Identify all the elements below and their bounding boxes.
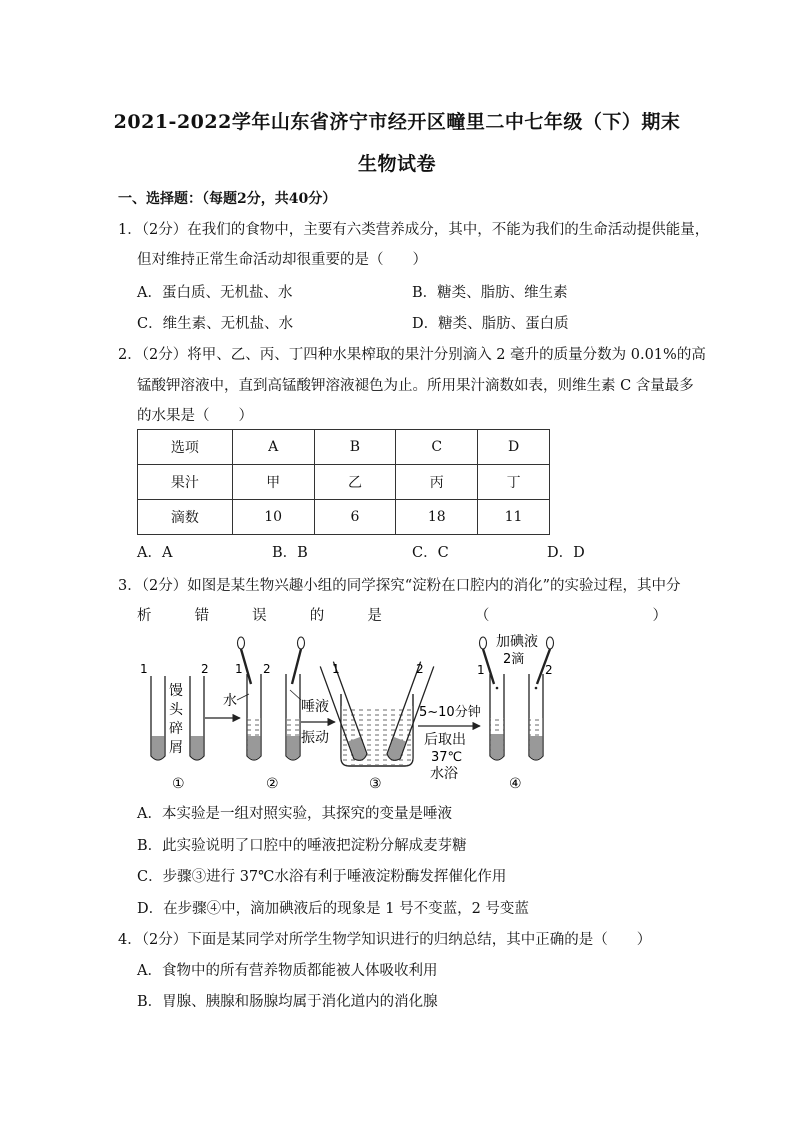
table-cell: 6 (314, 500, 396, 535)
q2-option-c: C．C (412, 545, 449, 561)
q3-option-d: D．在步骤④中，滴加碘液后的现象是 1 号不变蓝，2 号变蓝 (137, 901, 529, 917)
iodine-label: 加碘液 (496, 634, 538, 650)
q2-option-b: B．B (272, 545, 308, 561)
q1-option-c: C．维生素、无机盐、水 (137, 316, 294, 332)
q2-option-d: D．D (547, 545, 585, 561)
drops-label: 2滴 (503, 652, 525, 667)
step2-tubes (238, 637, 305, 760)
section-heading: 一、选择题：（每题2分，共40分） (118, 191, 337, 207)
tube-label-2: 2 (416, 662, 424, 676)
time-label: 5~10分钟 (419, 705, 481, 720)
table-cell: 甲 (232, 465, 314, 500)
table-row (138, 500, 550, 535)
step-number-2: ② (266, 776, 279, 792)
table-cell: 10 (232, 500, 314, 535)
bread-label: 屑 (169, 740, 183, 756)
q1-stem-line1: 1．（2分）在我们的食物中，主要有六类营养成分，其中，不能为我们的生命活动提供能量， (118, 222, 710, 238)
step3-water-bath (320, 662, 434, 766)
q2-data-table (137, 429, 550, 535)
saliva-label: 唾液 (301, 699, 329, 715)
q3-word: （ (474, 608, 490, 624)
table-cell: 乙 (314, 465, 396, 500)
tube-label-1: 1 (477, 663, 485, 677)
takeout-label: 后取出 (424, 732, 466, 748)
q3-stem-line2 (137, 604, 667, 625)
tube-label-2: 2 (545, 663, 553, 677)
water-bath-label: 水浴 (430, 766, 458, 782)
table-cell: 果汁 (138, 465, 233, 500)
q4-option-a: A．食物中的所有营养物质都能被人体吸收利用 (137, 963, 438, 979)
q3-word: 的 (309, 608, 325, 624)
tube-label-1: 1 (332, 662, 340, 676)
exam-title-line2: 生物试卷 (357, 153, 436, 175)
q4-option-b: B．胃腺、胰腺和肠腺均属于消化道内的消化腺 (137, 994, 438, 1010)
q3-word: 析 (137, 608, 152, 624)
q3-option-a: A．本实验是一组对照实验，其探究的变量是唾液 (137, 806, 452, 822)
step-number-3: ③ (369, 776, 382, 792)
bread-label: 碎 (169, 721, 183, 737)
q1-option-a: A．蛋白质、无机盐、水 (137, 285, 293, 301)
shake-label: 振动 (301, 730, 329, 746)
q3-experiment-figure (135, 628, 565, 796)
q1-option-b: B．糖类、脂肪、维生素 (412, 285, 568, 301)
table-cell: B (314, 430, 396, 465)
q3-word: ） (652, 608, 667, 624)
q2-stem-line3: 的水果是（ ） (137, 408, 253, 424)
exam-title-line1: 2021-2022学年山东省济宁市经开区疃里二中七年级（下）期末 (113, 111, 681, 133)
table-cell: C (396, 430, 478, 465)
temperature-label: 37℃ (431, 750, 463, 765)
q3-option-c: C．步骤③进行 37℃水浴有利于唾液淀粉酶发挥催化作用 (137, 869, 507, 885)
bread-label: 馒 (169, 683, 183, 699)
q1-stem-line2: 但对维持正常生命活动却很重要的是（ ） (137, 252, 427, 268)
q1-option-d: D．糖类、脂肪、蛋白质 (412, 316, 569, 332)
tube-label-1: 1 (140, 662, 148, 676)
tube-label-2: 2 (201, 662, 209, 676)
q4-stem-line1: 4．（2分）下面是某同学对所学生物学知识进行的归纳总结，其中正确的是（ ） (118, 932, 652, 948)
table-cell: 11 (478, 500, 550, 535)
water-label: 水 (223, 693, 237, 709)
q3-word: 是 (367, 608, 382, 624)
table-cell: 滴数 (138, 500, 233, 535)
table-cell: 18 (396, 500, 478, 535)
table-cell: 丙 (396, 465, 478, 500)
table-cell: A (232, 430, 314, 465)
q2-stem-line2: 锰酸钾溶液中，直到高锰酸钾溶液褪色为止。所用果汁滴数如表，则维生素 C 含量最多 (137, 378, 694, 394)
tube-label-2: 2 (263, 662, 271, 676)
q3-option-b: B．此实验说明了口腔中的唾液把淀粉分解成麦芽糖 (137, 838, 467, 854)
table-cell: 丁 (478, 465, 550, 500)
step-number-1: ① (172, 776, 185, 792)
q2-stem-line1: 2．（2分）将甲、乙、丙、丁四种水果榨取的果汁分别滴入 2 毫升的质量分数为 0.01%的高 (118, 347, 706, 363)
table-row (138, 430, 550, 465)
table-cell: 选项 (138, 430, 233, 465)
tube-label-1: 1 (235, 662, 243, 676)
table-cell: D (478, 430, 550, 465)
q3-word: 错 (194, 608, 210, 624)
q2-option-a: A．A (137, 545, 173, 561)
q3-word: 误 (252, 608, 267, 624)
step-number-4: ④ (509, 776, 522, 792)
bread-label: 头 (169, 702, 183, 718)
q3-stem-line1: 3．（2分）如图是某生物兴趣小组的同学探究“淀粉在口腔内的消化”的实验过程，其中分 (118, 578, 681, 594)
table-row (138, 465, 550, 500)
